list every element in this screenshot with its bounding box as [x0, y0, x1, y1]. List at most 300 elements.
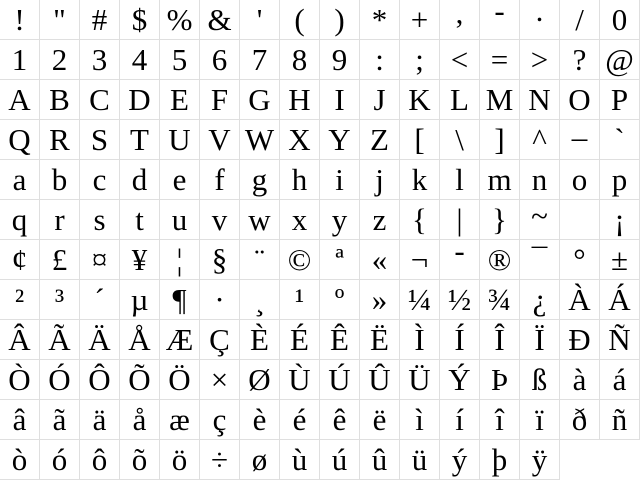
glyph: ú [331, 441, 348, 477]
glyph: ( [294, 1, 305, 37]
glyph: ! [14, 1, 25, 37]
glyph: t [135, 201, 144, 237]
glyph-cell[interactable] [240, 440, 280, 480]
glyph-cell[interactable] [200, 120, 240, 160]
glyph: Ç [209, 321, 230, 357]
glyph: [ [414, 121, 425, 157]
glyph-cell[interactable] [480, 40, 520, 80]
glyph-cell[interactable] [120, 400, 160, 440]
glyph-cell[interactable] [160, 320, 200, 360]
glyph-cell[interactable] [80, 440, 120, 480]
glyph-cell[interactable] [40, 440, 80, 480]
glyph-cell[interactable] [280, 120, 320, 160]
glyph-cell[interactable] [240, 160, 280, 200]
glyph-cell[interactable] [480, 280, 520, 320]
glyph: X [288, 121, 311, 157]
glyph-cell[interactable] [200, 240, 240, 280]
glyph-cell[interactable] [480, 360, 520, 400]
glyph: q [11, 201, 28, 237]
glyph: D [128, 81, 151, 117]
glyph: 3 [91, 41, 108, 77]
glyph: ¨ [254, 241, 265, 277]
glyph: o [571, 161, 588, 197]
glyph: Æ [165, 321, 194, 357]
glyph-cell[interactable] [600, 80, 640, 120]
empty-cell [560, 440, 600, 480]
glyph-cell[interactable] [80, 0, 120, 40]
glyph: Ã [48, 321, 71, 357]
glyph-cell[interactable] [440, 160, 480, 200]
glyph-cell[interactable] [40, 40, 80, 80]
glyph-cell[interactable] [560, 160, 600, 200]
glyph-cell[interactable] [320, 0, 360, 40]
glyph: § [211, 241, 228, 277]
glyph-cell[interactable] [200, 200, 240, 240]
glyph-cell[interactable] [120, 0, 160, 40]
glyph-cell[interactable] [160, 0, 200, 40]
glyph-cell[interactable] [80, 320, 120, 360]
glyph: ¹ [294, 281, 305, 317]
glyph: > [530, 41, 549, 77]
glyph-cell[interactable] [280, 280, 320, 320]
glyph: Ì [414, 321, 425, 357]
glyph: Í [454, 321, 465, 357]
glyph-cell[interactable] [280, 40, 320, 80]
glyph-cell[interactable] [280, 80, 320, 120]
glyph: Ü [408, 361, 431, 397]
glyph: L [450, 81, 469, 117]
glyph-cell[interactable] [80, 360, 120, 400]
glyph: } [492, 201, 507, 237]
glyph-cell[interactable] [320, 240, 360, 280]
glyph-cell[interactable] [400, 440, 440, 480]
glyph-cell[interactable] [200, 440, 240, 480]
glyph-cell[interactable] [40, 160, 80, 200]
glyph-cell[interactable] [280, 160, 320, 200]
glyph: ¾ [487, 281, 512, 317]
glyph-cell[interactable] [600, 200, 640, 240]
glyph-cell[interactable] [40, 80, 80, 120]
glyph: ù [291, 441, 308, 477]
glyph-cell[interactable] [0, 400, 40, 440]
glyph-cell[interactable] [80, 40, 120, 80]
glyph-cell[interactable] [320, 120, 360, 160]
glyph-cell[interactable] [480, 200, 520, 240]
glyph-cell[interactable] [520, 440, 560, 480]
glyph-cell[interactable] [440, 40, 480, 80]
glyph: Q [8, 121, 31, 157]
glyph: - [494, 0, 505, 28]
glyph: 2 [51, 41, 68, 77]
glyph-cell[interactable] [560, 400, 600, 440]
glyph-cell[interactable] [600, 240, 640, 280]
glyph-cell[interactable] [360, 280, 400, 320]
glyph: ç [212, 401, 227, 437]
glyph-cell[interactable] [360, 360, 400, 400]
glyph-cell[interactable] [320, 200, 360, 240]
glyph-cell[interactable] [120, 200, 160, 240]
glyph-cell[interactable] [160, 440, 200, 480]
glyph-cell[interactable] [360, 240, 400, 280]
glyph: R [49, 121, 70, 157]
glyph-cell[interactable] [440, 440, 480, 480]
glyph: H [288, 81, 311, 117]
glyph-cell[interactable] [320, 400, 360, 440]
glyph-cell[interactable] [360, 440, 400, 480]
glyph: Å [128, 321, 151, 357]
glyph-cell[interactable] [280, 360, 320, 400]
glyph-cell[interactable] [280, 240, 320, 280]
glyph-cell[interactable] [360, 200, 400, 240]
glyph: ó [51, 441, 68, 477]
glyph: _ [571, 120, 588, 144]
glyph-cell[interactable] [280, 0, 320, 40]
glyph-cell[interactable] [400, 40, 440, 80]
glyph-cell[interactable] [80, 240, 120, 280]
glyph-cell[interactable] [560, 280, 600, 320]
glyph: Ô [88, 361, 111, 397]
glyph-cell[interactable] [280, 440, 320, 480]
glyph-cell[interactable] [200, 80, 240, 120]
glyph-cell[interactable] [120, 280, 160, 320]
glyph-cell[interactable] [120, 80, 160, 120]
glyph-cell[interactable] [480, 440, 520, 480]
glyph-cell[interactable] [0, 320, 40, 360]
glyph: : [375, 41, 384, 77]
glyph: G [248, 81, 271, 117]
glyph: A [8, 81, 31, 117]
glyph-cell[interactable] [440, 400, 480, 440]
glyph: J [373, 81, 386, 117]
glyph: 9 [331, 41, 348, 77]
glyph-cell[interactable] [0, 160, 40, 200]
glyph-cell[interactable] [200, 400, 240, 440]
glyph-cell[interactable] [0, 80, 40, 120]
glyph-cell[interactable] [360, 80, 400, 120]
glyph: Ä [88, 321, 111, 357]
glyph: M [485, 81, 514, 117]
glyph-cell[interactable] [200, 160, 240, 200]
glyph-cell[interactable] [560, 240, 600, 280]
glyph-cell[interactable] [240, 120, 280, 160]
glyph-cell[interactable] [40, 320, 80, 360]
glyph-cell[interactable] [120, 160, 160, 200]
glyph-cell[interactable] [360, 160, 400, 200]
glyph: ¥ [131, 241, 148, 277]
glyph-cell[interactable] [320, 40, 360, 80]
glyph: ï [535, 401, 544, 437]
glyph: E [170, 81, 189, 117]
glyph: Þ [490, 361, 509, 397]
glyph-cell[interactable] [320, 440, 360, 480]
glyph-cell[interactable] [520, 400, 560, 440]
glyph: î [495, 401, 504, 437]
glyph: Ù [288, 361, 311, 397]
glyph: ~ [531, 200, 548, 233]
glyph: ä [92, 401, 107, 437]
glyph-cell[interactable] [400, 360, 440, 400]
glyph-cell[interactable] [560, 0, 600, 40]
glyph: { [412, 201, 427, 237]
glyph: þ [491, 441, 508, 477]
glyph-cell[interactable] [80, 120, 120, 160]
glyph-cell[interactable] [240, 0, 280, 40]
glyph: # [91, 1, 108, 37]
glyph-cell[interactable] [320, 280, 360, 320]
glyph: B [49, 81, 70, 117]
glyph-cell[interactable] [480, 160, 520, 200]
glyph-cell[interactable] [0, 360, 40, 400]
glyph-cell[interactable] [160, 360, 200, 400]
glyph-cell[interactable] [520, 360, 560, 400]
glyph: Ý [448, 361, 471, 397]
glyph-cell[interactable] [240, 360, 280, 400]
glyph-cell[interactable] [200, 280, 240, 320]
glyph: I [334, 81, 345, 117]
glyph: Â [8, 321, 31, 357]
glyph-cell[interactable] [0, 440, 40, 480]
glyph-cell[interactable] [280, 320, 320, 360]
glyph-cell[interactable] [0, 240, 40, 280]
glyph-cell[interactable] [240, 200, 280, 240]
glyph: ° [573, 241, 586, 277]
glyph-cell[interactable] [520, 240, 560, 280]
glyph: i [335, 161, 344, 197]
glyph-cell[interactable] [240, 280, 280, 320]
glyph: ¬ [410, 241, 429, 277]
glyph: ? [572, 41, 587, 77]
glyph-cell[interactable] [400, 120, 440, 160]
glyph: O [568, 81, 591, 117]
glyph-cell[interactable] [440, 0, 480, 40]
glyph-cell[interactable] [80, 280, 120, 320]
glyph-cell[interactable] [520, 0, 560, 40]
glyph-cell[interactable] [520, 120, 560, 160]
glyph: Ñ [608, 321, 631, 357]
glyph: < [450, 41, 469, 77]
glyph-cell[interactable] [480, 400, 520, 440]
glyph-cell[interactable] [480, 80, 520, 120]
glyph: C [89, 81, 110, 117]
glyph: û [371, 441, 388, 477]
glyph: v [211, 201, 228, 237]
glyph-cell[interactable] [120, 320, 160, 360]
glyph: Ö [168, 361, 191, 397]
glyph-cell[interactable] [400, 400, 440, 440]
glyph: s [93, 201, 106, 237]
glyph-cell[interactable] [280, 200, 320, 240]
glyph-cell[interactable] [240, 80, 280, 120]
glyph-cell[interactable] [240, 400, 280, 440]
glyph: Ú [328, 361, 351, 397]
glyph: Î [494, 321, 505, 357]
glyph: K [408, 81, 431, 117]
glyph-cell[interactable] [320, 360, 360, 400]
glyph-cell[interactable] [0, 120, 40, 160]
glyph-cell[interactable] [560, 40, 600, 80]
glyph-cell[interactable] [600, 40, 640, 80]
glyph-cell[interactable] [80, 80, 120, 120]
glyph-cell[interactable] [200, 320, 240, 360]
glyph: Á [608, 281, 631, 317]
empty-cell [600, 440, 640, 480]
glyph-cell[interactable] [160, 200, 200, 240]
glyph-cell[interactable] [200, 0, 240, 40]
glyph-cell[interactable] [400, 320, 440, 360]
glyph: ö [171, 441, 188, 477]
glyph: . [535, 0, 544, 28]
glyph-cell[interactable] [520, 160, 560, 200]
glyph-cell[interactable] [0, 280, 40, 320]
glyph-cell[interactable] [480, 120, 520, 160]
glyph-cell[interactable] [480, 240, 520, 280]
glyph: Ð [568, 321, 591, 357]
glyph-cell[interactable] [400, 280, 440, 320]
glyph: Ó [48, 361, 71, 397]
glyph-cell[interactable] [160, 280, 200, 320]
glyph-cell[interactable] [80, 400, 120, 440]
glyph: , [455, 0, 464, 30]
glyph-cell[interactable] [440, 120, 480, 160]
glyph-cell[interactable] [560, 80, 600, 120]
glyph: d [131, 161, 148, 197]
glyph-cell[interactable] [520, 200, 560, 240]
glyph-cell[interactable] [240, 40, 280, 80]
glyph-cell[interactable] [0, 0, 40, 40]
glyph-cell[interactable] [280, 400, 320, 440]
glyph-cell[interactable] [40, 280, 80, 320]
glyph-cell[interactable] [440, 240, 480, 280]
glyph-cell[interactable] [40, 0, 80, 40]
glyph-cell[interactable] [240, 320, 280, 360]
glyph-cell[interactable] [160, 160, 200, 200]
glyph: r [54, 201, 65, 237]
glyph: ý [451, 441, 468, 477]
glyph: p [611, 161, 628, 197]
glyph: ² [14, 281, 25, 317]
glyph-cell[interactable] [160, 240, 200, 280]
glyph: Z [370, 121, 389, 157]
glyph-cell[interactable] [160, 120, 200, 160]
glyph: ¼ [407, 281, 432, 317]
glyph-cell[interactable] [440, 360, 480, 400]
glyph-cell[interactable] [200, 40, 240, 80]
glyph-cell[interactable] [360, 320, 400, 360]
glyph: è [252, 401, 267, 437]
glyph: ¦ [176, 241, 183, 277]
glyph-cell[interactable] [600, 0, 640, 40]
glyph-cell[interactable] [600, 280, 640, 320]
glyph-cell[interactable] [400, 80, 440, 120]
glyph: $ [131, 1, 148, 37]
glyph-cell[interactable] [80, 200, 120, 240]
glyph-cell[interactable] [80, 160, 120, 200]
glyph-cell[interactable] [320, 160, 360, 200]
glyph: È [250, 321, 269, 357]
glyph-cell[interactable] [120, 120, 160, 160]
glyph-cell[interactable] [320, 320, 360, 360]
glyph-cell[interactable] [520, 80, 560, 120]
glyph-cell[interactable] [360, 0, 400, 40]
glyph: b [51, 161, 68, 197]
glyph-cell[interactable] [520, 40, 560, 80]
glyph-cell[interactable] [600, 360, 640, 400]
glyph-cell[interactable] [520, 280, 560, 320]
glyph: - [454, 240, 465, 268]
glyph-cell[interactable] [560, 320, 600, 360]
glyph-cell[interactable] [400, 200, 440, 240]
glyph-cell[interactable] [440, 280, 480, 320]
glyph: ½ [447, 281, 472, 317]
glyph: @ [605, 41, 634, 77]
glyph: ` [614, 121, 625, 157]
glyph-cell[interactable] [240, 240, 280, 280]
glyph-cell[interactable] [480, 320, 520, 360]
glyph-cell[interactable] [480, 0, 520, 40]
glyph-cell[interactable] [160, 80, 200, 120]
glyph-cell[interactable] [600, 400, 640, 440]
glyph-cell[interactable] [440, 320, 480, 360]
glyph-cell[interactable] [600, 160, 640, 200]
glyph: ñ [611, 401, 628, 437]
glyph-cell[interactable] [40, 360, 80, 400]
glyph-cell[interactable] [400, 240, 440, 280]
glyph: ¿ [532, 281, 547, 317]
glyph-cell[interactable] [320, 80, 360, 120]
glyph-cell[interactable] [360, 40, 400, 80]
glyph-cell[interactable] [160, 40, 200, 80]
glyph: É [290, 321, 309, 357]
glyph-cell[interactable] [520, 320, 560, 360]
glyph-cell[interactable] [120, 440, 160, 480]
glyph-cell[interactable] [120, 40, 160, 80]
glyph: * [371, 1, 388, 37]
glyph-cell[interactable] [440, 80, 480, 120]
glyph-cell[interactable] [160, 400, 200, 440]
glyph-cell[interactable] [40, 200, 80, 240]
glyph-cell[interactable] [600, 120, 640, 160]
glyph-cell[interactable] [600, 320, 640, 360]
glyph: 4 [131, 41, 148, 77]
glyph: ¸ [254, 281, 265, 317]
glyph-cell[interactable] [40, 400, 80, 440]
glyph-cell[interactable] [40, 240, 80, 280]
glyph: 7 [251, 41, 268, 77]
glyph-cell[interactable] [0, 40, 40, 80]
glyph-cell[interactable] [120, 240, 160, 280]
glyph: P [610, 81, 629, 117]
glyph: Û [368, 361, 391, 397]
glyph-cell[interactable] [400, 0, 440, 40]
glyph-cell[interactable] [440, 200, 480, 240]
glyph: h [291, 161, 308, 197]
glyph: Ê [330, 321, 349, 357]
glyph-cell[interactable] [360, 120, 400, 160]
glyph-cell[interactable] [360, 400, 400, 440]
glyph-cell[interactable] [0, 200, 40, 240]
glyph: ´ [94, 281, 105, 317]
glyph: æ [169, 401, 190, 437]
glyph: ø [251, 441, 268, 477]
glyph: k [411, 161, 428, 197]
glyph-cell[interactable] [560, 360, 600, 400]
glyph-cell[interactable] [400, 160, 440, 200]
glyph-cell[interactable] [40, 120, 80, 160]
glyph-cell[interactable] [560, 120, 600, 160]
glyph-cell[interactable] [560, 200, 600, 240]
glyph-cell[interactable] [200, 360, 240, 400]
glyph-cell[interactable] [120, 360, 160, 400]
